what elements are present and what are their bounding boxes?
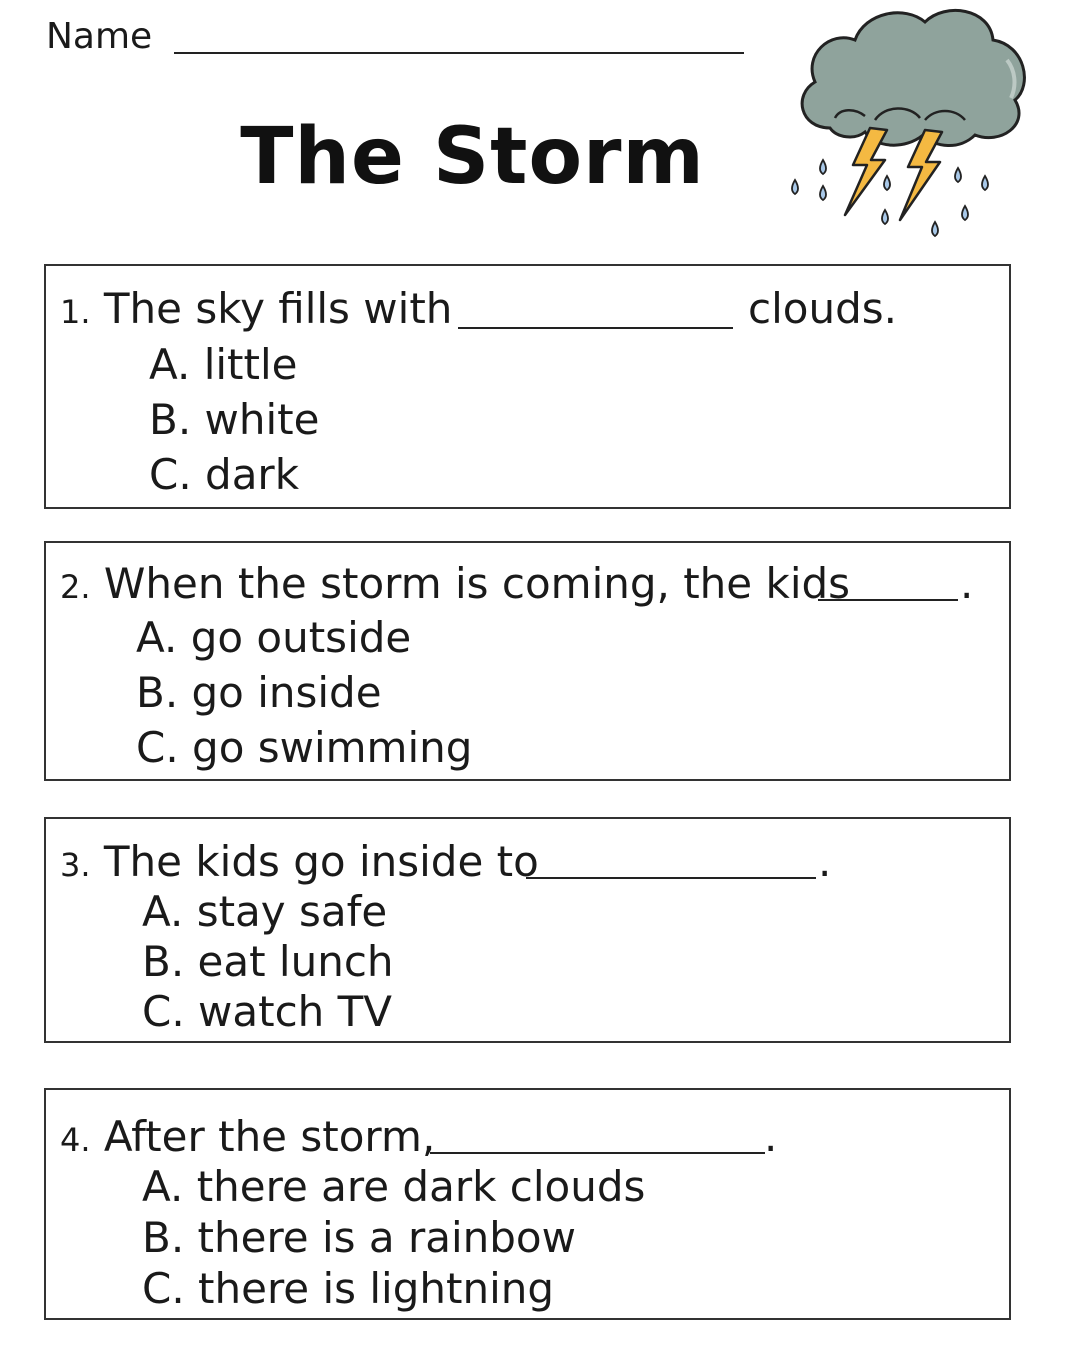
- after-blank-text: .: [764, 1112, 778, 1161]
- raindrops: [792, 160, 988, 236]
- question-number: 1.: [60, 293, 91, 331]
- cloud-shape: [802, 10, 1024, 145]
- question-number: 2.: [60, 568, 91, 606]
- question-text: The sky fills with: [103, 284, 453, 333]
- question-2-box: [44, 541, 1011, 781]
- after-blank-text: clouds.: [748, 284, 897, 333]
- option-b[interactable]: B. go inside: [136, 668, 382, 717]
- question-3-text-line: [60, 837, 539, 886]
- option-c[interactable]: C. there is lightning: [142, 1264, 555, 1313]
- storm-cloud-icon: [775, 0, 1045, 250]
- option-c[interactable]: C. go swimming: [136, 723, 473, 772]
- question-number: 4.: [60, 1121, 91, 1159]
- option-a[interactable]: A. stay safe: [142, 887, 388, 936]
- option-a[interactable]: A. go outside: [136, 613, 412, 662]
- name-label: Name: [46, 16, 153, 57]
- question-4-text-line: [60, 1112, 436, 1161]
- answer-blank[interactable]: [526, 877, 816, 879]
- answer-blank[interactable]: [458, 327, 733, 329]
- question-4-box: [44, 1088, 1011, 1320]
- answer-blank[interactable]: [430, 1152, 765, 1154]
- question-text: The kids go inside to: [103, 837, 539, 886]
- name-row: [46, 14, 746, 64]
- lightning-bolt-icon: [845, 128, 887, 215]
- question-number: 3.: [60, 846, 91, 884]
- option-c[interactable]: C. dark: [149, 450, 300, 499]
- question-text: When the storm is coming, the kids: [103, 559, 851, 608]
- after-blank-text: .: [818, 837, 832, 886]
- question-3-box: [44, 817, 1011, 1043]
- option-c[interactable]: C. watch TV: [142, 987, 393, 1036]
- option-a[interactable]: A. there are dark clouds: [142, 1162, 646, 1211]
- question-1-box: [44, 264, 1011, 509]
- option-b[interactable]: B. eat lunch: [142, 937, 394, 986]
- answer-blank[interactable]: [818, 599, 958, 601]
- option-b[interactable]: B. there is a rainbow: [142, 1213, 576, 1262]
- question-2-text-line: [60, 559, 851, 608]
- option-a[interactable]: A. little: [149, 340, 298, 389]
- name-input-line[interactable]: [174, 52, 744, 54]
- question-1-text-line: [60, 284, 453, 333]
- worksheet-title: The Storm: [240, 112, 705, 202]
- option-b[interactable]: B. white: [149, 395, 320, 444]
- after-blank-text: .: [960, 559, 974, 608]
- question-text: After the storm,: [103, 1112, 436, 1161]
